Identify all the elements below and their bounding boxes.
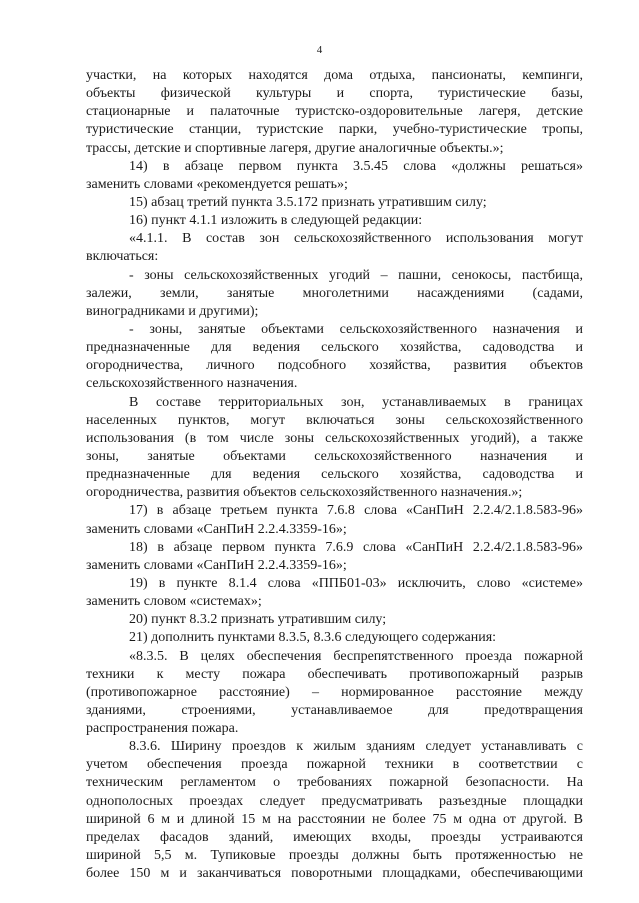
text-line: однополосных проездах следует предусматривать разъездные площадки — [86, 793, 583, 809]
text-line: сельскохозяйственного назначения. — [86, 376, 298, 392]
document-body — [86, 67, 583, 883]
text-line: огородничества, развития объектов сельскохозяйственного назначения.»; — [86, 485, 523, 501]
text-line: шириной 5,5 м. Тупиковые проезды должны быть протяженностью не — [86, 848, 583, 864]
text-line: - зоны сельскохозяйственных угодий – пашни, сенокосы, пастбища, — [129, 267, 583, 283]
text-line: «4.1.1. В состав зон сельскохозяйственного использования могут — [129, 231, 583, 247]
text-line: предназначенные для ведения сельского хозяйства, садоводства и — [86, 467, 583, 483]
text-line: огородничества, личного подсобного хозяйства, развития объектов — [86, 358, 583, 374]
page-number: 4 — [316, 44, 323, 56]
text-line: 8.3.6. Ширину проездов к жилым зданиям следует устанавливать с — [129, 739, 583, 755]
text-line: залежи, земли, занятые многолетними насаждениями (садами, — [86, 285, 583, 301]
text-line: 17) в абзаце третьем пункта 7.6.8 слова «СанПиН 2.2.4/2.1.8.583-96» — [129, 503, 583, 519]
text-line: (противопожарное расстояние) – нормированное расстояние между — [86, 684, 583, 700]
text-line: стационарные и палаточные туристско-оздоровительные лагеря, детские — [86, 104, 583, 120]
text-line: населенных пунктов, могут включаться зоны сельскохозяйственного — [86, 412, 583, 428]
text-line: заменить словами «рекомендуется решать»; — [86, 176, 348, 192]
text-line: 20) пункт 8.3.2 признать утратившим силу; — [129, 612, 387, 628]
text-line: более 150 м и заканчиваться поворотными площадками, обеспечивающими — [86, 866, 583, 882]
text-line: заменить словом «системах»; — [86, 594, 262, 610]
text-line: заменить словами «СанПиН 2.2.4.3359-16»; — [86, 557, 347, 573]
text-line: шириной 6 м и длиной 15 м на расстоянии не более 75 м одна от другой. В — [86, 811, 583, 827]
text-line: объекты физической культуры и спорта, туристические базы, — [86, 86, 583, 102]
text-line: 18) в абзаце первом пункта 7.6.9 слова «СанПиН 2.2.4/2.1.8.583-96» — [129, 539, 583, 555]
text-line: предназначенные для ведения сельского хозяйства, садоводства и — [86, 340, 583, 356]
text-line: учетом обеспечения проезда пожарной техники в соответствии с — [86, 757, 583, 773]
text-line: пределах фасадов зданий, имеющих входы, проезды устраиваются — [86, 829, 583, 845]
text-line: включаться: — [86, 249, 159, 265]
text-line: 15) абзац третий пункта 3.5.172 признать утратившим силу; — [129, 194, 487, 210]
text-line: распространения пожара. — [86, 721, 239, 737]
text-line: использования (в том числе зоны сельскохозяйственных угодий), а также — [86, 430, 583, 446]
text-line: 14) в абзаце первом пункта 3.5.45 слова «должны решаться» — [129, 158, 583, 174]
text-line: 21) дополнить пунктами 8.3.5, 8.3.6 следующего содержания: — [129, 630, 497, 646]
text-line: виноградниками и другими); — [86, 303, 259, 319]
text-line: 16) пункт 4.1.1 изложить в следующей редакции: — [129, 213, 423, 229]
text-line: участки, на которых находятся дома отдыха, пансионаты, кемпинги, — [86, 68, 583, 83]
text-line: зоны, занятые объектами сельскохозяйственного назначения и — [86, 448, 583, 464]
text-line: - зоны, занятые объектами сельскохозяйственного назначения и — [129, 321, 583, 337]
text-line: «8.3.5. В целях обеспечения беспрепятственного проезда пожарной — [129, 648, 583, 664]
text-line: туристические станции, туристские парки, учебно-туристические тропы, — [86, 122, 583, 138]
text-line: заменить словами «СанПиН 2.2.4.3359-16»; — [86, 521, 347, 537]
text-line: техническим регламентом о требованиях пожарной безопасности. На — [86, 775, 583, 791]
text-line: трассы, детские и спортивные лагеря, другие аналогичные объекты.»; — [86, 140, 504, 156]
text-line: техники к месту пожара обеспечивать противопожарный разрыв — [86, 666, 583, 682]
text-line: В составе территориальных зон, устанавливаемых в границах — [129, 394, 583, 410]
text-line: 19) в пункте 8.1.4 слова «ППБ01-03» исключить, слово «системе» — [129, 575, 583, 591]
text-line: зданиями, строениями, устанавливаемое для предотвращения — [86, 702, 583, 718]
